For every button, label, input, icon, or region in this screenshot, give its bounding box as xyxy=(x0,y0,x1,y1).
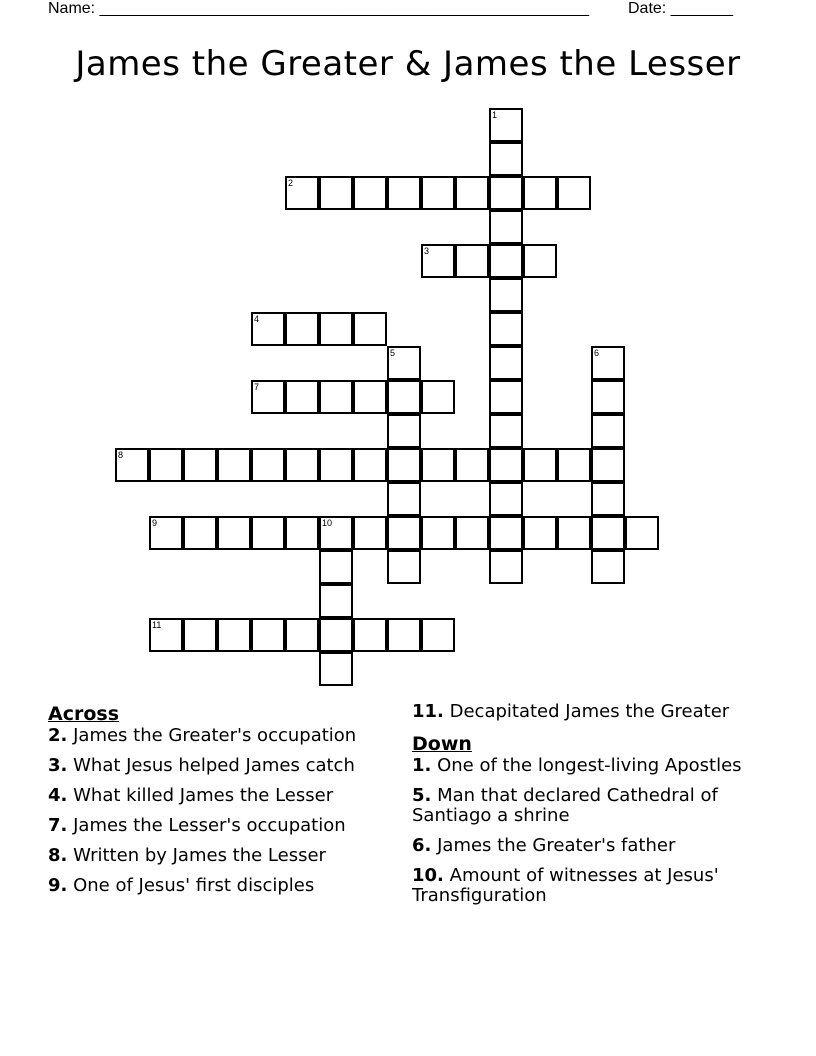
down-heading: Down xyxy=(412,733,472,755)
crossword-cell[interactable] xyxy=(591,448,625,482)
crossword-cell[interactable] xyxy=(455,448,489,482)
crossword-cell[interactable] xyxy=(319,516,353,550)
crossword-cell[interactable] xyxy=(557,448,591,482)
crossword-cell[interactable] xyxy=(523,244,557,278)
page-title: James the Greater & James the Lesser xyxy=(75,44,741,84)
clue-down-10: 10. Amount of witnesses at Jesus' Transfiguration xyxy=(412,865,719,906)
crossword-cell[interactable] xyxy=(591,346,625,380)
crossword-cell[interactable] xyxy=(251,380,285,414)
clue-across-11: 11. Decapitated James the Greater xyxy=(412,701,730,722)
date-field-label: Date: _______ xyxy=(628,0,733,17)
crossword-cell[interactable] xyxy=(149,448,183,482)
clues-column-left xyxy=(48,702,398,906)
crossword-cell[interactable] xyxy=(183,448,217,482)
crossword-cell[interactable] xyxy=(387,448,421,482)
crossword-cell[interactable] xyxy=(387,414,421,448)
crossword-cell[interactable] xyxy=(285,176,319,210)
clue-number-label: 3 xyxy=(424,246,430,256)
clue-number-label: 8 xyxy=(118,450,124,460)
clue-down-1: 1. One of the longest-living Apostles xyxy=(412,755,742,776)
crossword-cell[interactable] xyxy=(421,448,455,482)
crossword-cell[interactable] xyxy=(217,618,251,652)
crossword-cell[interactable] xyxy=(489,346,523,380)
crossword-cell[interactable] xyxy=(557,176,591,210)
clue-across-3: 3. What Jesus helped James catch xyxy=(48,755,355,776)
crossword-cell[interactable] xyxy=(489,108,523,142)
crossword-cell[interactable] xyxy=(523,516,557,550)
crossword-cell[interactable] xyxy=(183,516,217,550)
crossword-cell[interactable] xyxy=(285,312,319,346)
crossword-cell[interactable] xyxy=(319,618,353,652)
crossword-cell[interactable] xyxy=(353,176,387,210)
clue-number-label: 2 xyxy=(288,178,294,188)
crossword-cell[interactable] xyxy=(489,244,523,278)
clue-number-label: 5 xyxy=(390,348,396,358)
crossword-cell[interactable] xyxy=(149,618,183,652)
crossword-cell[interactable] xyxy=(251,448,285,482)
crossword-cell[interactable] xyxy=(489,414,523,448)
crossword-cell[interactable] xyxy=(285,618,319,652)
crossword-cell[interactable] xyxy=(319,312,353,346)
crossword-cell[interactable] xyxy=(489,448,523,482)
crossword-cell[interactable] xyxy=(489,210,523,244)
crossword-cell[interactable] xyxy=(489,278,523,312)
clue-across-9: 9. One of Jesus' first disciples xyxy=(48,875,315,896)
crossword-cell[interactable] xyxy=(591,516,625,550)
crossword-cell[interactable] xyxy=(455,516,489,550)
crossword-cell[interactable] xyxy=(557,516,591,550)
crossword-cell[interactable] xyxy=(625,516,659,550)
crossword-cell[interactable] xyxy=(387,346,421,380)
crossword-cell[interactable] xyxy=(353,380,387,414)
crossword-cell[interactable] xyxy=(285,516,319,550)
crossword-cell[interactable] xyxy=(421,176,455,210)
crossword-cell[interactable] xyxy=(251,516,285,550)
clue-across-2: 2. James the Greater's occupation xyxy=(48,725,357,746)
crossword-cell[interactable] xyxy=(319,550,353,584)
crossword-cell[interactable] xyxy=(319,380,353,414)
crossword-cell[interactable] xyxy=(353,618,387,652)
crossword-cell[interactable] xyxy=(319,176,353,210)
crossword-cell[interactable] xyxy=(115,448,149,482)
crossword-cell[interactable] xyxy=(183,618,217,652)
clue-number-label: 10 xyxy=(322,518,333,528)
crossword-cell[interactable] xyxy=(319,584,353,618)
crossword-cell[interactable] xyxy=(591,482,625,516)
crossword-cell[interactable] xyxy=(591,414,625,448)
crossword-cell[interactable] xyxy=(387,482,421,516)
crossword-cell[interactable] xyxy=(353,516,387,550)
crossword-cell[interactable] xyxy=(353,448,387,482)
crossword-cell[interactable] xyxy=(285,448,319,482)
crossword-cell[interactable] xyxy=(217,516,251,550)
crossword-cell[interactable] xyxy=(455,176,489,210)
clue-number-label: 6 xyxy=(594,348,600,358)
crossword-cell[interactable] xyxy=(387,380,421,414)
crossword-cell[interactable] xyxy=(489,550,523,584)
crossword-cell[interactable] xyxy=(251,312,285,346)
crossword-cell[interactable] xyxy=(489,142,523,176)
crossword-cell[interactable] xyxy=(523,176,557,210)
clue-number-label: 11 xyxy=(152,620,162,630)
crossword-cell[interactable] xyxy=(319,652,353,686)
name-field-label: Name: _______________________________________________________ xyxy=(48,0,589,17)
crossword-cell[interactable] xyxy=(149,516,183,550)
crossword-cell[interactable] xyxy=(319,448,353,482)
crossword-cell[interactable] xyxy=(387,516,421,550)
crossword-cell[interactable] xyxy=(489,380,523,414)
crossword-cell[interactable] xyxy=(353,312,387,346)
crossword-cell[interactable] xyxy=(421,516,455,550)
clue-number-label: 1 xyxy=(492,110,498,120)
crossword-cell[interactable] xyxy=(217,448,251,482)
crossword-cell[interactable] xyxy=(387,550,421,584)
crossword-cell[interactable] xyxy=(251,618,285,652)
crossword-cell[interactable] xyxy=(489,482,523,516)
clue-across-7: 7. James the Lesser's occupation xyxy=(48,815,346,836)
clue-number-label: 4 xyxy=(254,314,260,324)
crossword-cell[interactable] xyxy=(523,448,557,482)
crossword-cell[interactable] xyxy=(489,312,523,346)
crossword-cell[interactable] xyxy=(455,244,489,278)
clue-number-label: 9 xyxy=(152,518,158,528)
crossword-cell[interactable] xyxy=(489,516,523,550)
clue-down-5: 5. Man that declared Cathedral of Santiago a shrine xyxy=(412,785,718,826)
clue-across-8: 8. Written by James the Lesser xyxy=(48,845,326,866)
across-heading: Across xyxy=(48,703,120,725)
clue-number-label: 7 xyxy=(254,382,260,392)
crossword-cell[interactable] xyxy=(591,380,625,414)
clue-across-4: 4. What killed James the Lesser xyxy=(48,785,334,806)
crossword-cell[interactable] xyxy=(387,618,421,652)
crossword-cell[interactable] xyxy=(489,176,523,210)
clue-down-6: 6. James the Greater's father xyxy=(412,835,676,856)
crossword-cell[interactable] xyxy=(421,244,455,278)
crossword-cell[interactable] xyxy=(421,380,455,414)
crossword-cell[interactable] xyxy=(591,550,625,584)
clues-column-right xyxy=(412,702,772,916)
crossword-cell[interactable] xyxy=(285,380,319,414)
crossword-cell[interactable] xyxy=(421,618,455,652)
crossword-cell[interactable] xyxy=(387,176,421,210)
